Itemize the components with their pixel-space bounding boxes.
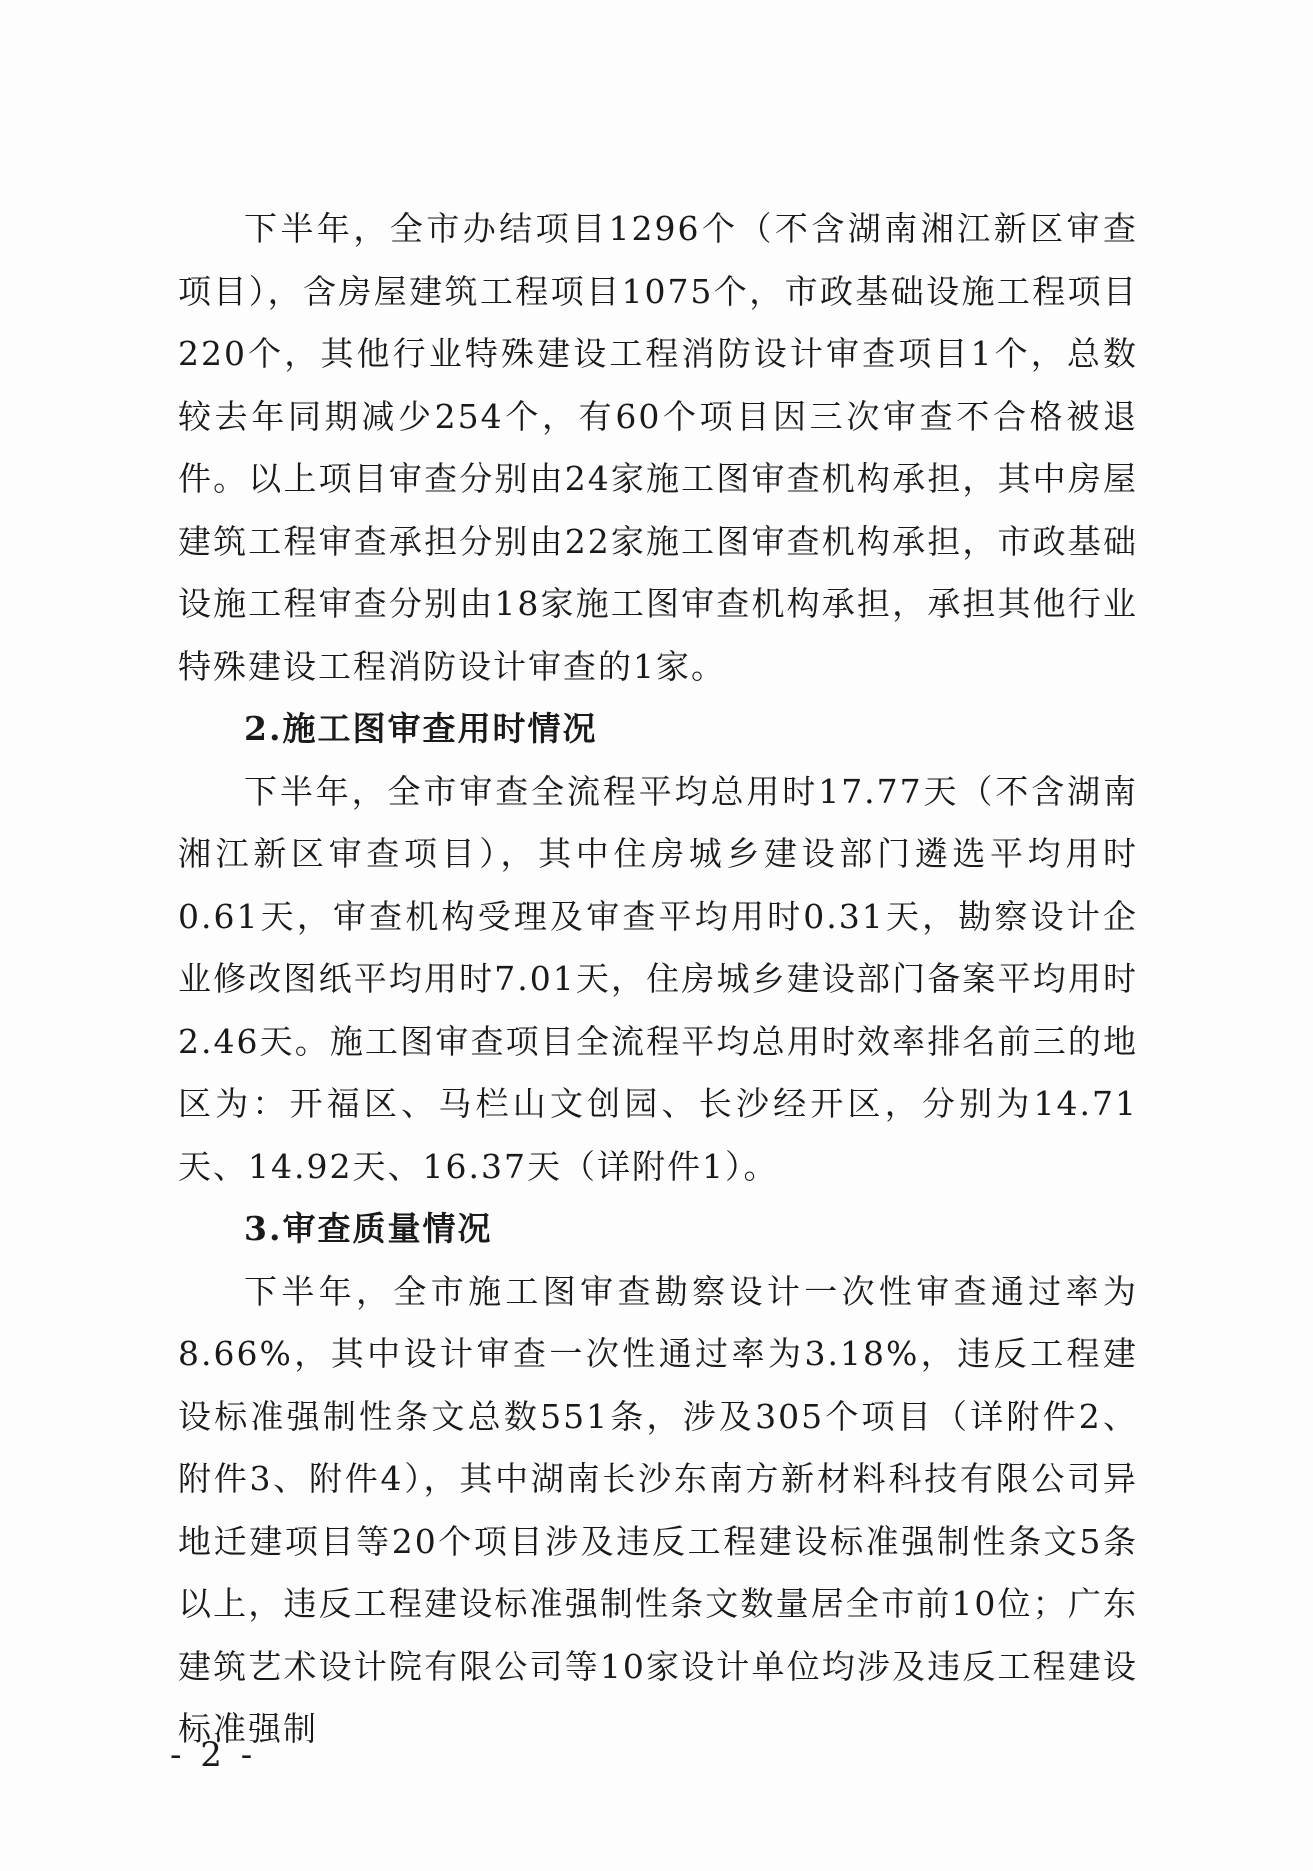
heading-review-time: 2.施工图审查用时情况 xyxy=(244,709,598,748)
paragraph-project-summary: 下半年，全市办结项目1296个（不含湖南湘江新区审查项目），含房屋建筑工程项目1075个，市政基础设施工程项目220个，其他行业特殊建设工程消防设计审查项目1个，总数较去年同期减少254个，有60个项目因三次审查不合格被退件。以上项目审查分别由24家施工图审查机构承担，其中房屋建筑工程审查承担分别由22家施工图审查机构承担，市政基础设施工程审查分别由18家施工图审查机构承担，承担其他行业特殊建设工程消防设计审查的1家。 xyxy=(178,209,1138,686)
heading-review-quality: 3.审查质量情况 xyxy=(244,1209,493,1248)
document-body xyxy=(178,198,1138,1761)
paragraph-review-quality: 下半年，全市施工图审查勘察设计一次性审查通过率为8.66%，其中设计审查一次性通过率为3.18%，违反工程建设标准强制性条文总数551条，涉及305个项目（详附件2、附件3、附件4），其中湖南长沙东南方新材料科技有限公司异地迁建项目等20个项目涉及违反工程建设标准强制性条文5条以上，违反工程建设标准强制性条文数量居全市前10位；广东建筑艺术设计院有限公司等10家设计单位均涉及违反工程建设标准强制 xyxy=(178,1271,1138,1748)
paragraph-review-time: 下半年，全市审查全流程平均总用时17.77天（不含湖南湘江新区审查项目），其中住房城乡建设部门遴选平均用时0.61天，审查机构受理及审查平均用时0.31天，勘察设计企业修改图纸平均用时7.01天，住房城乡建设部门备案平均用时2.46天。施工图审查项目全流程平均总用时效率排名前三的地区为：开福区、马栏山文创园、长沙经开区，分别为14.71天、14.92天、16.37天（详附件1）。 xyxy=(178,771,1138,1186)
page-number: - 2 - xyxy=(170,1735,257,1775)
